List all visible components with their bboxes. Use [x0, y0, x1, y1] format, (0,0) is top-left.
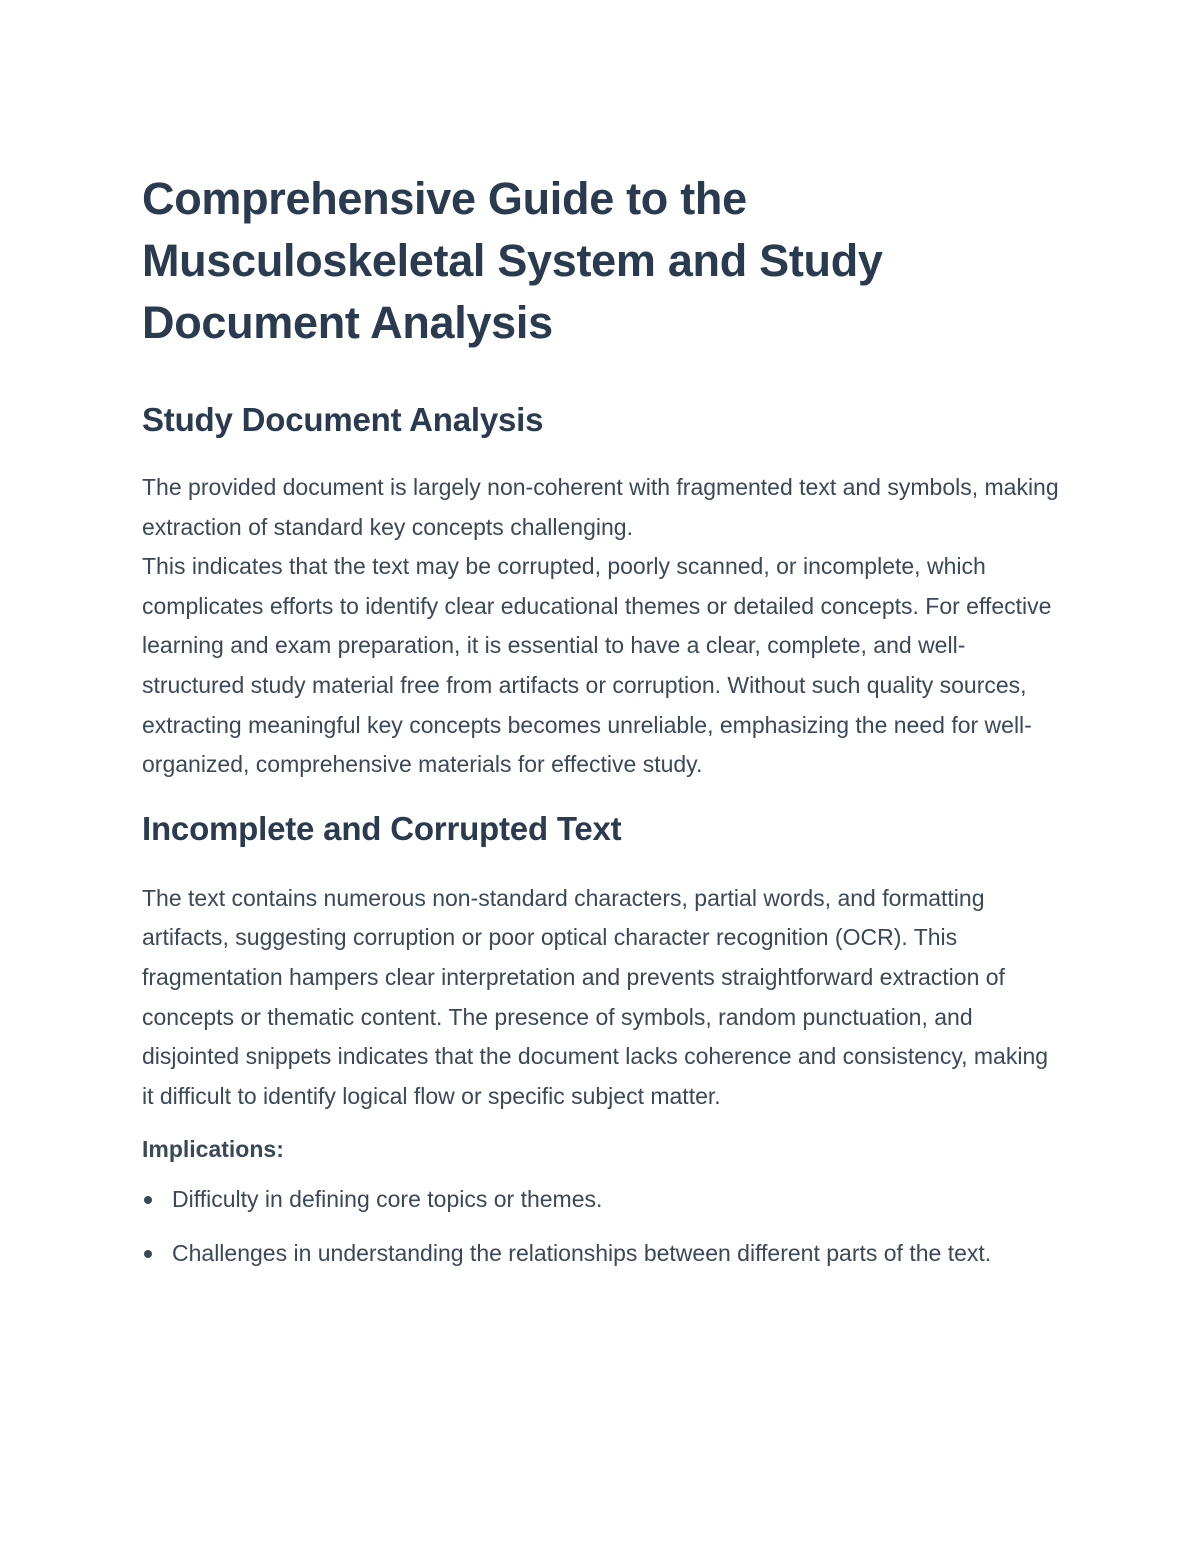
list-item-text: Challenges in understanding the relationships between different parts of the text. — [172, 1239, 992, 1266]
implications-label: Implications: — [142, 1136, 284, 1163]
bullet-icon — [144, 1250, 152, 1258]
document-page — [142, 168, 1062, 1287]
bullet-icon — [144, 1196, 152, 1204]
paragraph-line-1: The provided document is largely non-coherent with fragmented text and symbols, making extraction of standard key concepts challenging. — [142, 474, 1059, 540]
section-paragraph-study-document-analysis — [142, 468, 1062, 785]
section-heading-study-document-analysis: Study Document Analysis — [142, 401, 544, 438]
paragraph-line-2: This indicates that the text may be corrupted, poorly scanned, or incomplete, which complicates efforts to identify clear educational themes or detailed concepts. For effective learning and exam preparation, it is essential to have a clear, complete, and well-structured study material free from artifacts or corruption. Without such quality sources, extracting meaningful key concepts becomes unreliable, emphasizing the need for well-organized, comprehensive materials for effective study. — [142, 553, 1052, 778]
implications-list — [142, 1180, 1062, 1273]
section-paragraph-incomplete-corrupted-text: The text contains numerous non-standard characters, partial words, and formatting artifacts, suggesting corruption or poor optical character recognition (OCR). This fragmentation hampers clear interpretation and prevents straightforward extraction of concepts or thematic content. The presence of symbols, random punctuation, and disjointed snippets indicates that the document lacks coherence and consistency, making it difficult to identify logical flow or specific subject matter. — [142, 884, 1049, 1109]
list-item — [142, 1180, 1062, 1220]
list-item-text: Difficulty in defining core topics or themes. — [172, 1185, 603, 1212]
document-title: Comprehensive Guide to the Musculoskeletal System and Study Document Analysis — [142, 173, 883, 348]
list-item — [142, 1234, 1062, 1274]
section-heading-incomplete-corrupted-text: Incomplete and Corrupted Text — [142, 809, 622, 847]
